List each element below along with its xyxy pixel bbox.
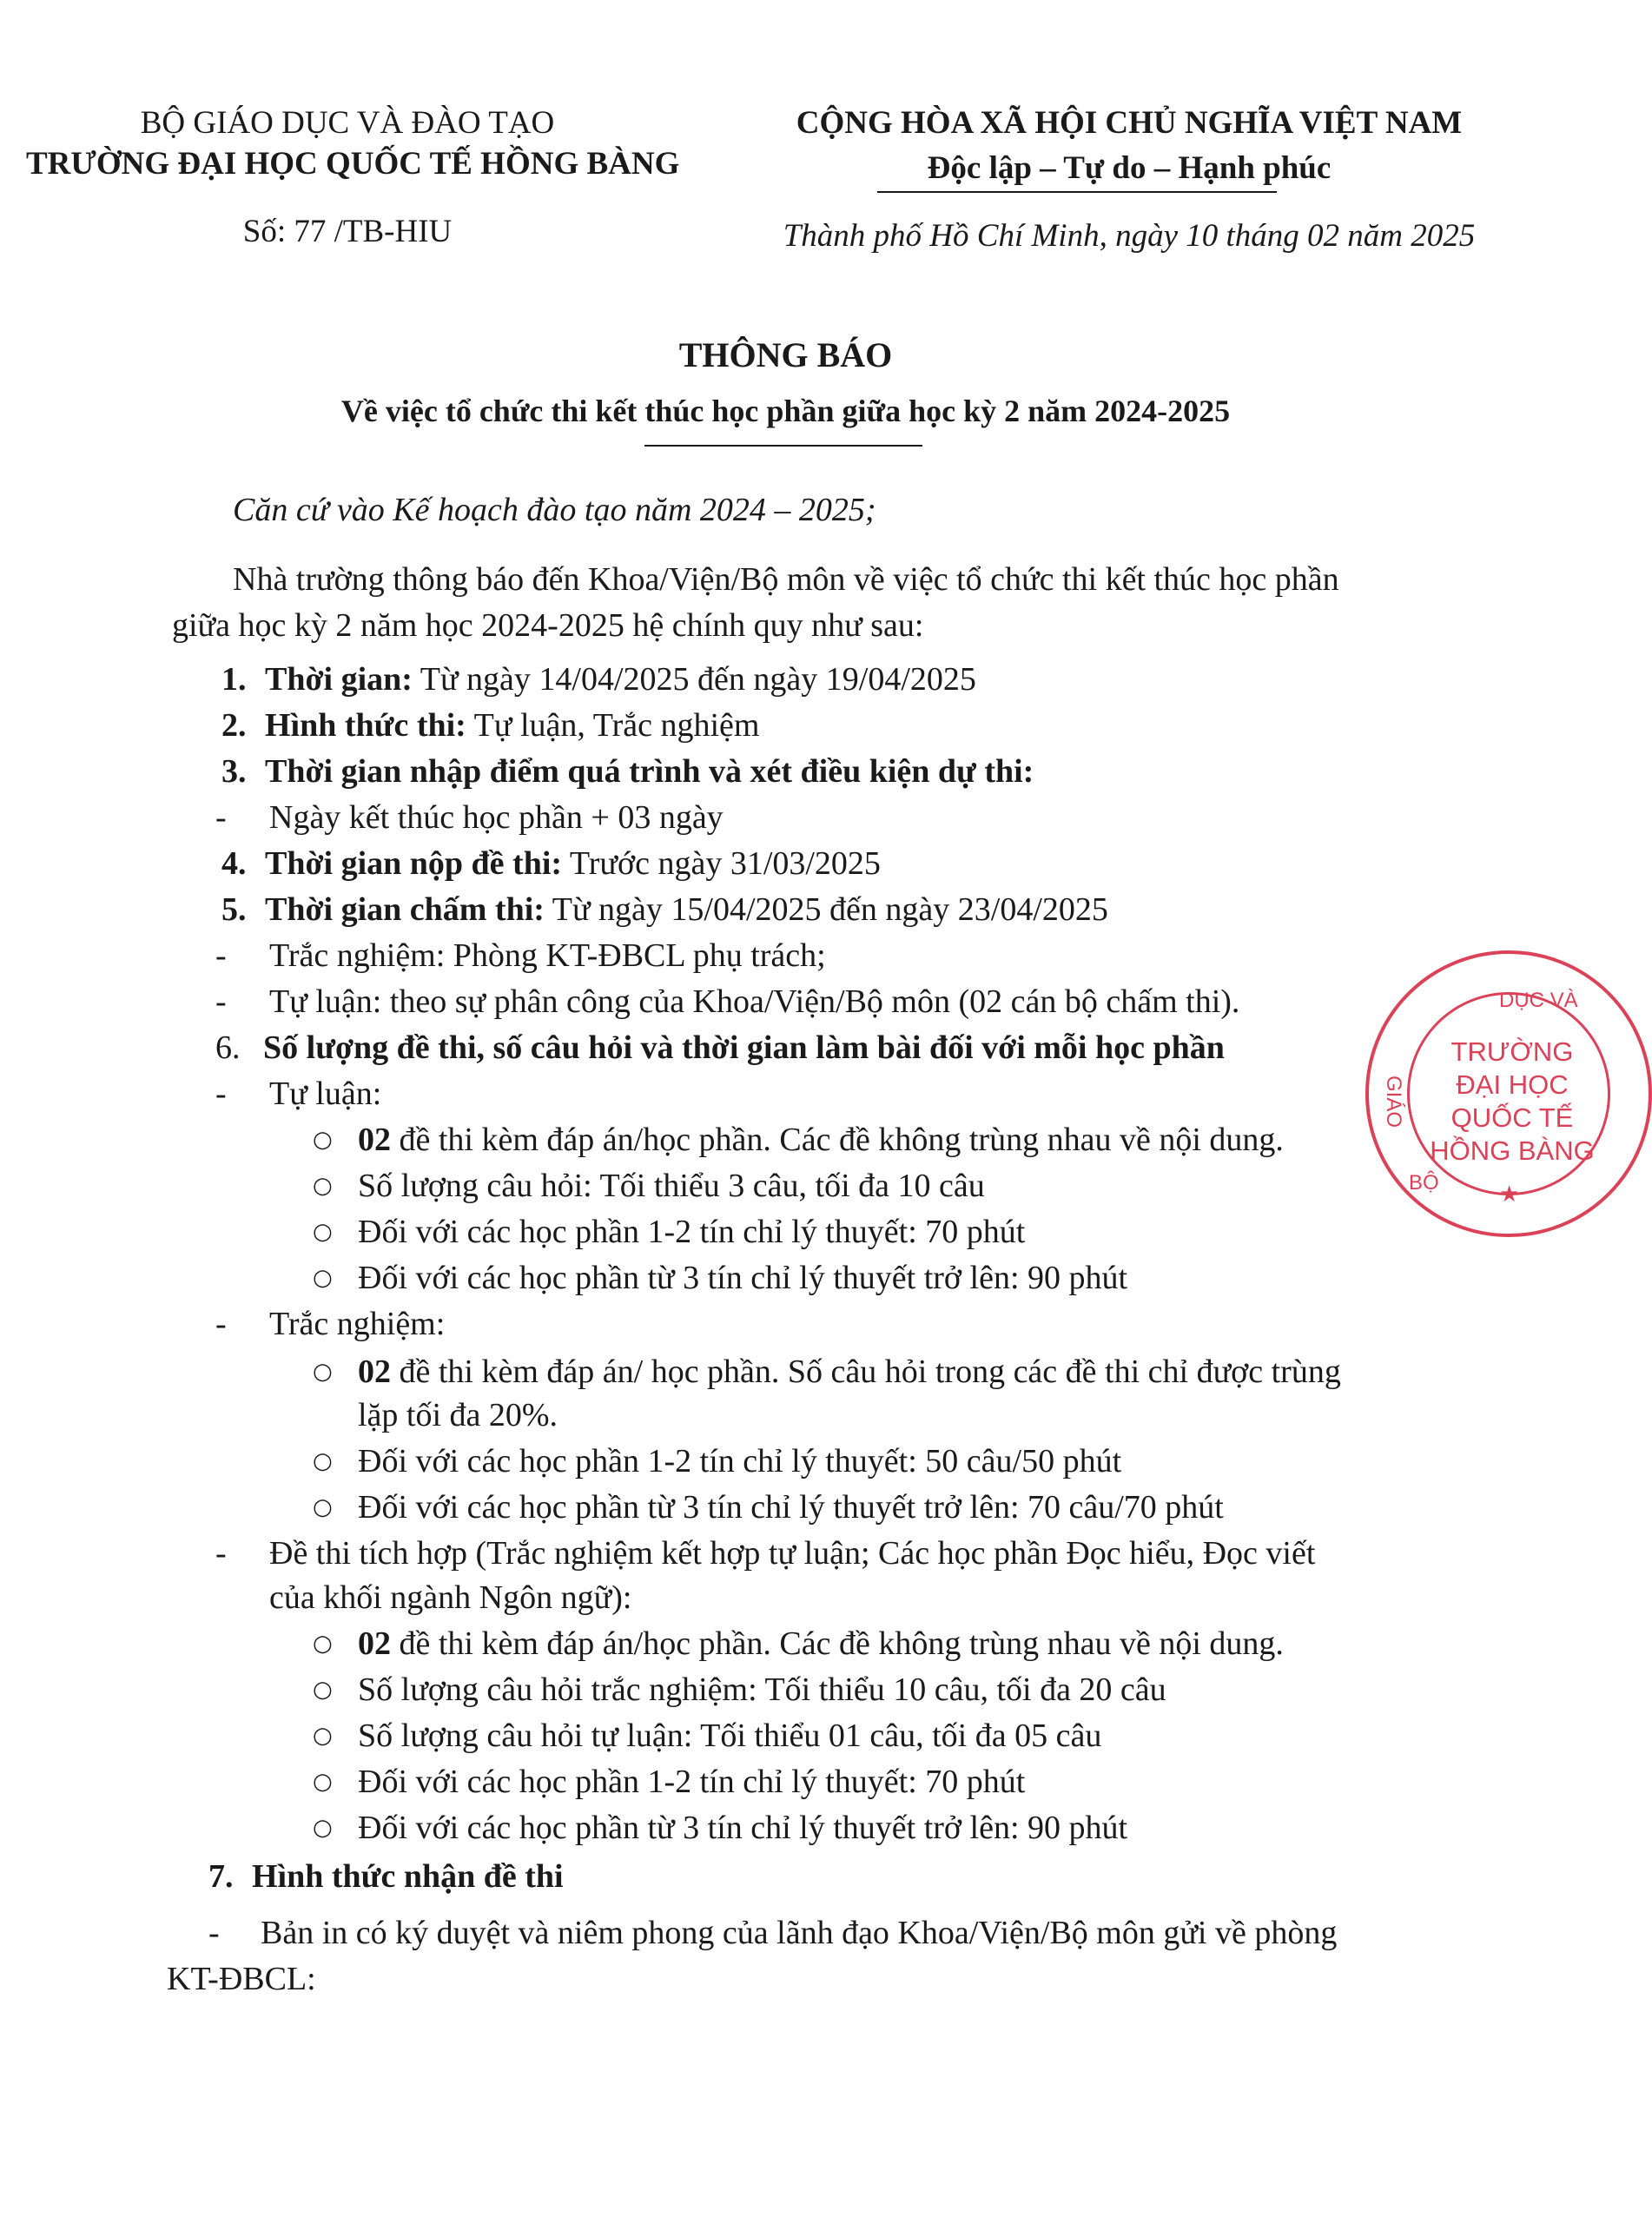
item-text: Đề thi tích hợp (Trắc nghiệm kết hợp tự luận; Các học phần Đọc hiểu, Đọc viết — [269, 1535, 1316, 1572]
motto-underline — [877, 191, 1277, 193]
star-icon: ★ — [1499, 1182, 1520, 1208]
dash-marker: - — [215, 1076, 227, 1112]
list-item-continuation: KT-ĐBCL: — [167, 1961, 316, 1997]
list-item — [221, 660, 976, 698]
list-item — [313, 1121, 1284, 1159]
item-text: Số lượng câu hỏi: Tối thiểu 3 câu, tối đa 10 câu — [358, 1168, 985, 1204]
republic-name: CỘNG HÒA XÃ HỘI CHỦ NGHĨA VIỆT NAM — [796, 105, 1463, 141]
list-item — [208, 1914, 1337, 1952]
item-number: 6. — [215, 1029, 241, 1066]
item-text: Đối với các học phần 1-2 tín chỉ lý thuyết: 70 phút — [358, 1764, 1026, 1800]
list-item — [313, 1442, 1121, 1480]
list-item — [313, 1717, 1101, 1755]
item-text: Từ ngày 15/04/2025 đến ngày 23/04/2025 — [544, 891, 1108, 928]
stamp-line-1: TRƯỜNG — [1450, 1036, 1574, 1067]
title-underline — [644, 445, 922, 447]
item-text: Trắc nghiệm: Phòng KT-ĐBCL phụ trách; — [269, 937, 826, 974]
list-item — [313, 1763, 1025, 1801]
item-text: Đối với các học phần từ 3 tín chỉ lý thuyết trở lên: 90 phút — [358, 1260, 1128, 1296]
university-name: TRƯỜNG ĐẠI HỌC QUỐC TẾ HỒNG BÀNG — [26, 146, 680, 182]
item-label: Thời gian chấm thi: — [265, 891, 545, 928]
item-text: Tự luận: — [269, 1076, 382, 1112]
stamp-line-2: ĐẠI HỌC — [1456, 1069, 1569, 1100]
stamp-ring-bottom: BỘ — [1409, 1171, 1439, 1195]
item-text: Từ ngày 14/04/2025 đến ngày 19/04/2025 — [412, 661, 976, 698]
circle-bullet-icon: ○ — [313, 1723, 333, 1749]
circle-bullet-icon: ○ — [313, 1494, 333, 1520]
circle-bullet-icon: ○ — [313, 1769, 333, 1795]
document-number: Số: 77 /TB-HIU — [242, 214, 453, 249]
list-item — [313, 1488, 1224, 1526]
list-item — [221, 844, 881, 883]
page-subtitle: Về việc tổ chức thi kết thúc học phần giữa học kỳ 2 năm 2024-2025 — [340, 394, 1231, 428]
item-label: Hình thức thi: — [265, 707, 466, 744]
list-item — [215, 937, 826, 975]
circle-bullet-icon: ○ — [313, 1359, 333, 1385]
item-label: Thời gian nộp đề thi: — [265, 845, 563, 882]
item-text: đề thi kèm đáp án/ học phần. Số câu hỏi trong các đề thi chỉ được trùng — [391, 1354, 1341, 1390]
item-text: Trắc nghiệm: — [269, 1306, 446, 1342]
item-text: Đối với các học phần từ 3 tín chỉ lý thuyết trở lên: 70 câu/70 phút — [358, 1489, 1224, 1526]
list-item — [208, 1857, 564, 1896]
item-text: đề thi kèm đáp án/học phần. Các đề không trùng nhau về nội dung. — [391, 1625, 1284, 1662]
page-title: THÔNG BÁO — [678, 335, 893, 374]
item-label: Hình thức nhận đề thi — [252, 1858, 564, 1895]
dash-marker: - — [208, 1915, 220, 1951]
circle-bullet-icon: ○ — [313, 1127, 333, 1153]
circle-bullet-icon: ○ — [313, 1173, 333, 1199]
item-number: 5. — [221, 891, 247, 928]
list-item — [215, 798, 724, 837]
item-number: 2. — [221, 707, 247, 744]
stamp-line-3: QUỐC TẾ — [1450, 1102, 1574, 1133]
item-text: Bản in có ký duyệt và niêm phong của lãnh đạo Khoa/Viện/Bộ môn gửi về phòng — [261, 1915, 1338, 1951]
national-motto: Độc lập – Tự do – Hạnh phúc — [927, 150, 1332, 186]
circle-bullet-icon: ○ — [313, 1631, 333, 1657]
list-item — [221, 706, 759, 745]
list-item — [313, 1625, 1284, 1663]
item-text: Tự luận, Trắc nghiệm — [466, 707, 760, 744]
stamp-line-4: HỒNG BÀNG — [1430, 1135, 1595, 1166]
circle-bullet-icon: ○ — [313, 1677, 333, 1703]
list-item — [215, 1029, 1225, 1067]
list-item — [313, 1671, 1166, 1709]
list-item — [221, 752, 1034, 791]
circle-bullet-icon: ○ — [313, 1448, 333, 1474]
list-item — [313, 1213, 1025, 1251]
list-item — [215, 1075, 381, 1113]
list-item-continuation: của khối ngành Ngôn ngữ): — [269, 1579, 632, 1616]
item-text: đề thi kèm đáp án/học phần. Các đề không trùng nhau về nội dung. — [391, 1122, 1284, 1158]
list-item-continuation: lặp tối đa 20%. — [358, 1397, 558, 1433]
item-label: Thời gian nhập điểm quá trình và xét điều kiện dự thi: — [265, 753, 1034, 790]
item-number: 1. — [221, 661, 247, 698]
list-item — [215, 983, 1239, 1021]
stamp-ring-left: GIÁO — [1382, 1076, 1405, 1129]
stamp-ring-top: DỤC VÀ — [1499, 989, 1578, 1012]
dash-marker: - — [215, 1535, 227, 1572]
bold-count: 02 — [358, 1625, 391, 1662]
dash-marker: - — [215, 1306, 227, 1342]
place-date: Thành phố Hồ Chí Minh, ngày 10 tháng 02 năm 2025 — [783, 218, 1476, 254]
item-text: Ngày kết thúc học phần + 03 ngày — [269, 799, 724, 836]
list-item — [221, 890, 1108, 929]
university-seal-stamp — [1365, 950, 1652, 1237]
item-text: Số lượng câu hỏi tự luận: Tối thiểu 01 câu, tối đa 05 câu — [358, 1718, 1102, 1754]
list-item — [215, 1305, 445, 1343]
item-text: Số lượng câu hỏi trắc nghiệm: Tối thiểu 10 câu, tối đa 20 câu — [358, 1671, 1166, 1708]
item-text: Tự luận: theo sự phân công của Khoa/Viện/Bộ môn (02 cán bộ chấm thi). — [269, 983, 1240, 1020]
dash-marker: - — [215, 799, 227, 836]
intro-line-1: Nhà trường thông báo đến Khoa/Viện/Bộ môn về việc tổ chức thi kết thúc học phần — [233, 561, 1339, 598]
dash-marker: - — [215, 937, 227, 974]
list-item — [313, 1259, 1127, 1297]
item-label: Thời gian: — [265, 661, 413, 698]
list-item — [215, 1534, 1315, 1572]
list-item — [313, 1353, 1341, 1391]
circle-bullet-icon: ○ — [313, 1815, 333, 1841]
ministry-name: BỘ GIÁO DỤC VÀ ĐÀO TẠO — [140, 105, 555, 141]
legal-basis: Căn cứ vào Kế hoạch đào tạo năm 2024 – 2025; — [233, 492, 876, 528]
dash-marker: - — [215, 983, 227, 1020]
item-text: Đối với các học phần từ 3 tín chỉ lý thuyết trở lên: 90 phút — [358, 1810, 1128, 1846]
item-text: Đối với các học phần 1-2 tín chỉ lý thuyết: 50 câu/50 phút — [358, 1443, 1122, 1479]
item-number: 3. — [221, 753, 247, 790]
item-label: Số lượng đề thi, số câu hỏi và thời gian làm bài đối với mỗi học phần — [263, 1029, 1225, 1066]
item-text: Trước ngày 31/03/2025 — [562, 845, 881, 882]
circle-bullet-icon: ○ — [313, 1265, 333, 1291]
circle-bullet-icon: ○ — [313, 1219, 333, 1245]
item-number: 4. — [221, 845, 247, 882]
item-text: Đối với các học phần 1-2 tín chỉ lý thuyết: 70 phút — [358, 1214, 1026, 1250]
bold-count: 02 — [358, 1354, 391, 1390]
list-item — [313, 1809, 1127, 1847]
intro-line-2: giữa học kỳ 2 năm học 2024-2025 hệ chính quy như sau: — [172, 607, 924, 644]
item-number: 7. — [208, 1858, 234, 1895]
bold-count: 02 — [358, 1122, 391, 1158]
list-item — [313, 1167, 985, 1205]
